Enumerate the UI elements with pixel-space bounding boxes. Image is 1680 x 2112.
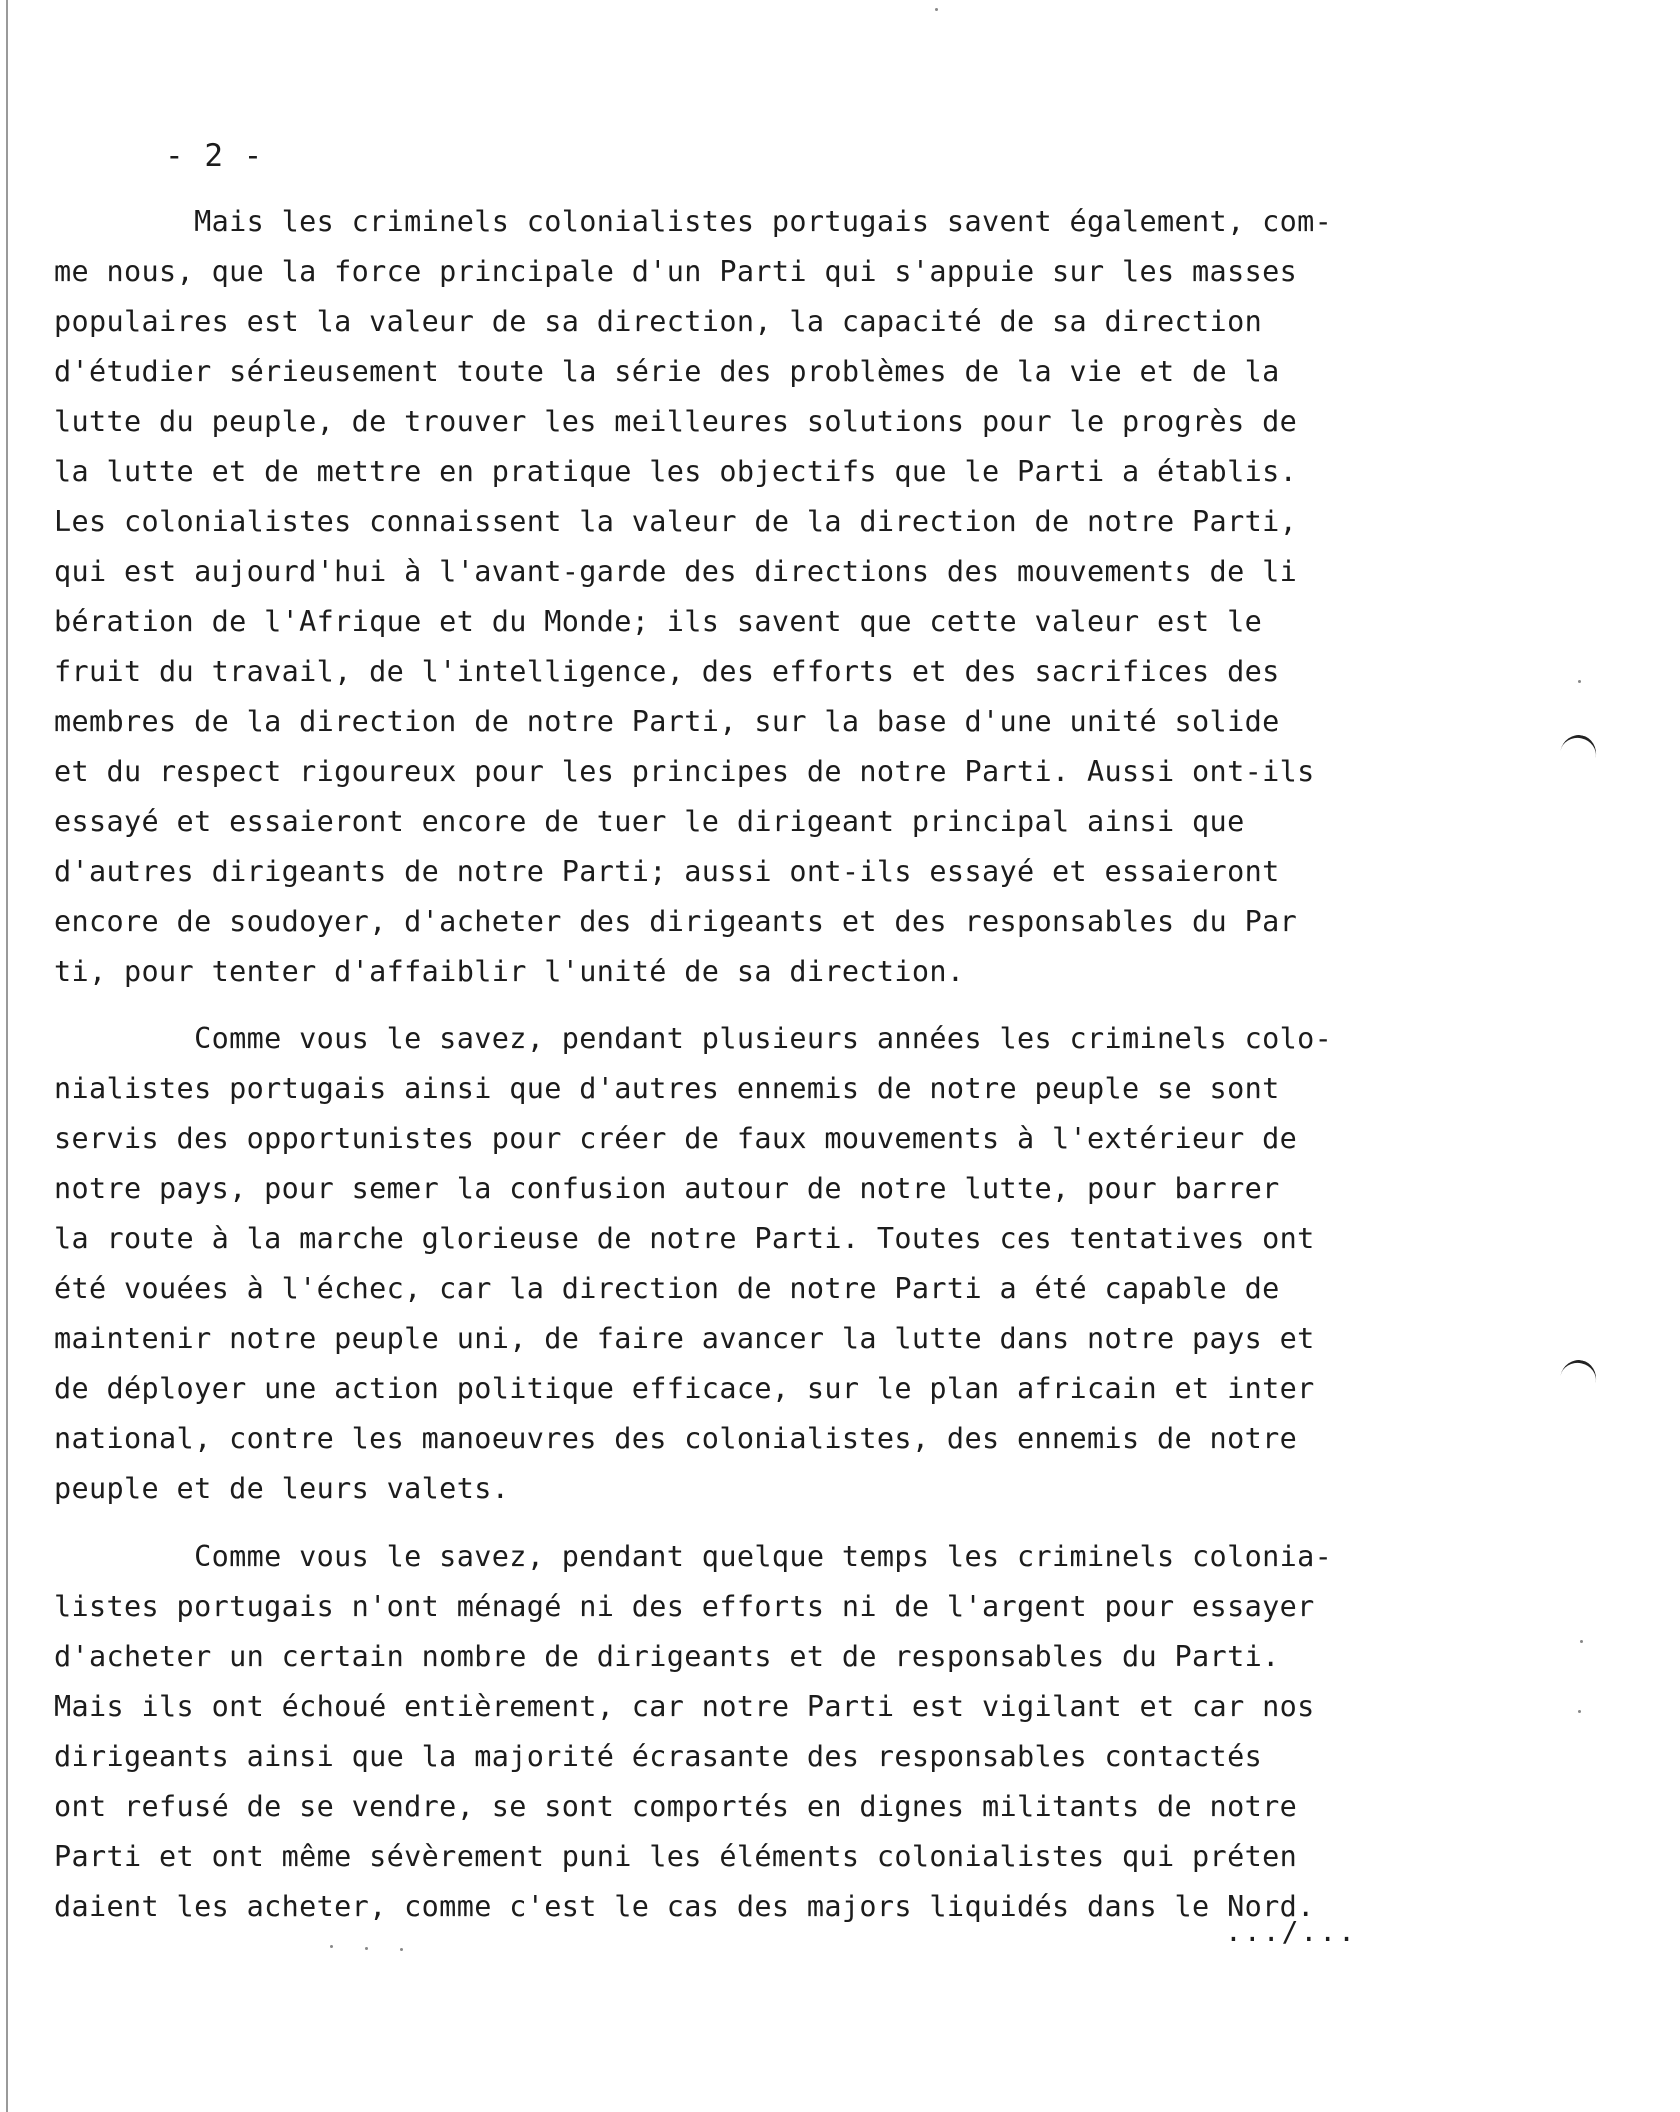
text-line: et du respect rigoureux pour les principes de notre Parti. Aussi ont-ils <box>54 755 1315 788</box>
text-line: daient les acheter, comme c'est le cas des majors liquidés dans le Nord. <box>54 1890 1315 1923</box>
text-line: Parti et ont même sévèrement puni les éléments colonialistes qui préten <box>54 1840 1298 1873</box>
page-number: - 2 - <box>165 138 264 174</box>
text-line: Mais les criminels colonialistes portugais savent également, com- <box>54 205 1333 238</box>
scan-speck <box>330 1945 333 1948</box>
text-line: bération de l'Afrique et du Monde; ils savent que cette valeur est le <box>54 605 1263 638</box>
text-line: notre pays, pour semer la confusion autour de notre lutte, pour barrer <box>54 1172 1280 1205</box>
text-line: la route à la marche glorieuse de notre Parti. Toutes ces tentatives ont <box>54 1222 1315 1255</box>
text-line: ont refusé de se vendre, se sont comportés en dignes militants de notre <box>54 1790 1298 1823</box>
punch-hole-mark <box>1556 1357 1599 1403</box>
text-line: dirigeants ainsi que la majorité écrasante des responsables contactés <box>54 1740 1263 1773</box>
scan-speck <box>1578 1710 1581 1713</box>
text-line: essayé et essaieront encore de tuer le dirigeant principal ainsi que <box>54 805 1245 838</box>
text-line: national, contre les manoeuvres des colonialistes, des ennemis de notre <box>54 1422 1298 1455</box>
text-line: d'acheter un certain nombre de dirigeants et de responsables du Parti. <box>54 1640 1280 1673</box>
text-line: Comme vous le savez, pendant plusieurs années les criminels colo- <box>54 1022 1333 1055</box>
text-line: été vouées à l'échec, car la direction de notre Parti a été capable de <box>54 1272 1280 1305</box>
text-line: d'étudier sérieusement toute la série des problèmes de la vie et de la <box>54 355 1280 388</box>
binding-edge <box>6 0 8 2112</box>
scan-speck <box>365 1947 368 1950</box>
punch-hole-mark <box>1556 732 1599 778</box>
text-line: nialistes portugais ainsi que d'autres ennemis de notre peuple se sont <box>54 1072 1280 1105</box>
text-line: servis des opportunistes pour créer de faux mouvements à l'extérieur de <box>54 1122 1298 1155</box>
text-line: la lutte et de mettre en pratique les objectifs que le Parti a établis. <box>54 455 1298 488</box>
text-line: lutte du peuple, de trouver les meilleures solutions pour le progrès de <box>54 405 1298 438</box>
text-line: encore de soudoyer, d'acheter des dirigeants et des responsables du Par <box>54 905 1298 938</box>
text-line: de déployer une action politique efficace, sur le plan africain et inter <box>54 1372 1315 1405</box>
text-line: d'autres dirigeants de notre Parti; aussi ont-ils essayé et essaieront <box>54 855 1280 888</box>
text-line: me nous, que la force principale d'un Parti qui s'appuie sur les masses <box>54 255 1298 288</box>
continuation-marker: .../... <box>1225 1915 1358 1948</box>
text-line: Les colonialistes connaissent la valeur de la direction de notre Parti, <box>54 505 1298 538</box>
text-line: maintenir notre peuple uni, de faire avancer la lutte dans notre pays et <box>54 1322 1315 1355</box>
text-line: peuple et de leurs valets. <box>54 1472 510 1505</box>
text-line: Mais ils ont échoué entièrement, car notre Parti est vigilant et car nos <box>54 1690 1315 1723</box>
scan-speck <box>935 8 938 11</box>
text-line: ti, pour tenter d'affaiblir l'unité de sa direction. <box>54 955 965 988</box>
text-line: fruit du travail, de l'intelligence, des efforts et des sacrifices des <box>54 655 1280 688</box>
text-line: qui est aujourd'hui à l'avant-garde des directions des mouvements de li <box>54 555 1298 588</box>
text-line: Comme vous le savez, pendant quelque temps les criminels colonia- <box>54 1540 1333 1573</box>
scan-speck <box>400 1948 403 1951</box>
text-line: membres de la direction de notre Parti, sur la base d'une unité solide <box>54 705 1280 738</box>
text-line: listes portugais n'ont ménagé ni des efforts ni de l'argent pour essayer <box>54 1590 1315 1623</box>
scan-speck <box>1580 1640 1583 1643</box>
text-line: populaires est la valeur de sa direction, la capacité de sa direction <box>54 305 1263 338</box>
scan-speck <box>1578 680 1581 683</box>
